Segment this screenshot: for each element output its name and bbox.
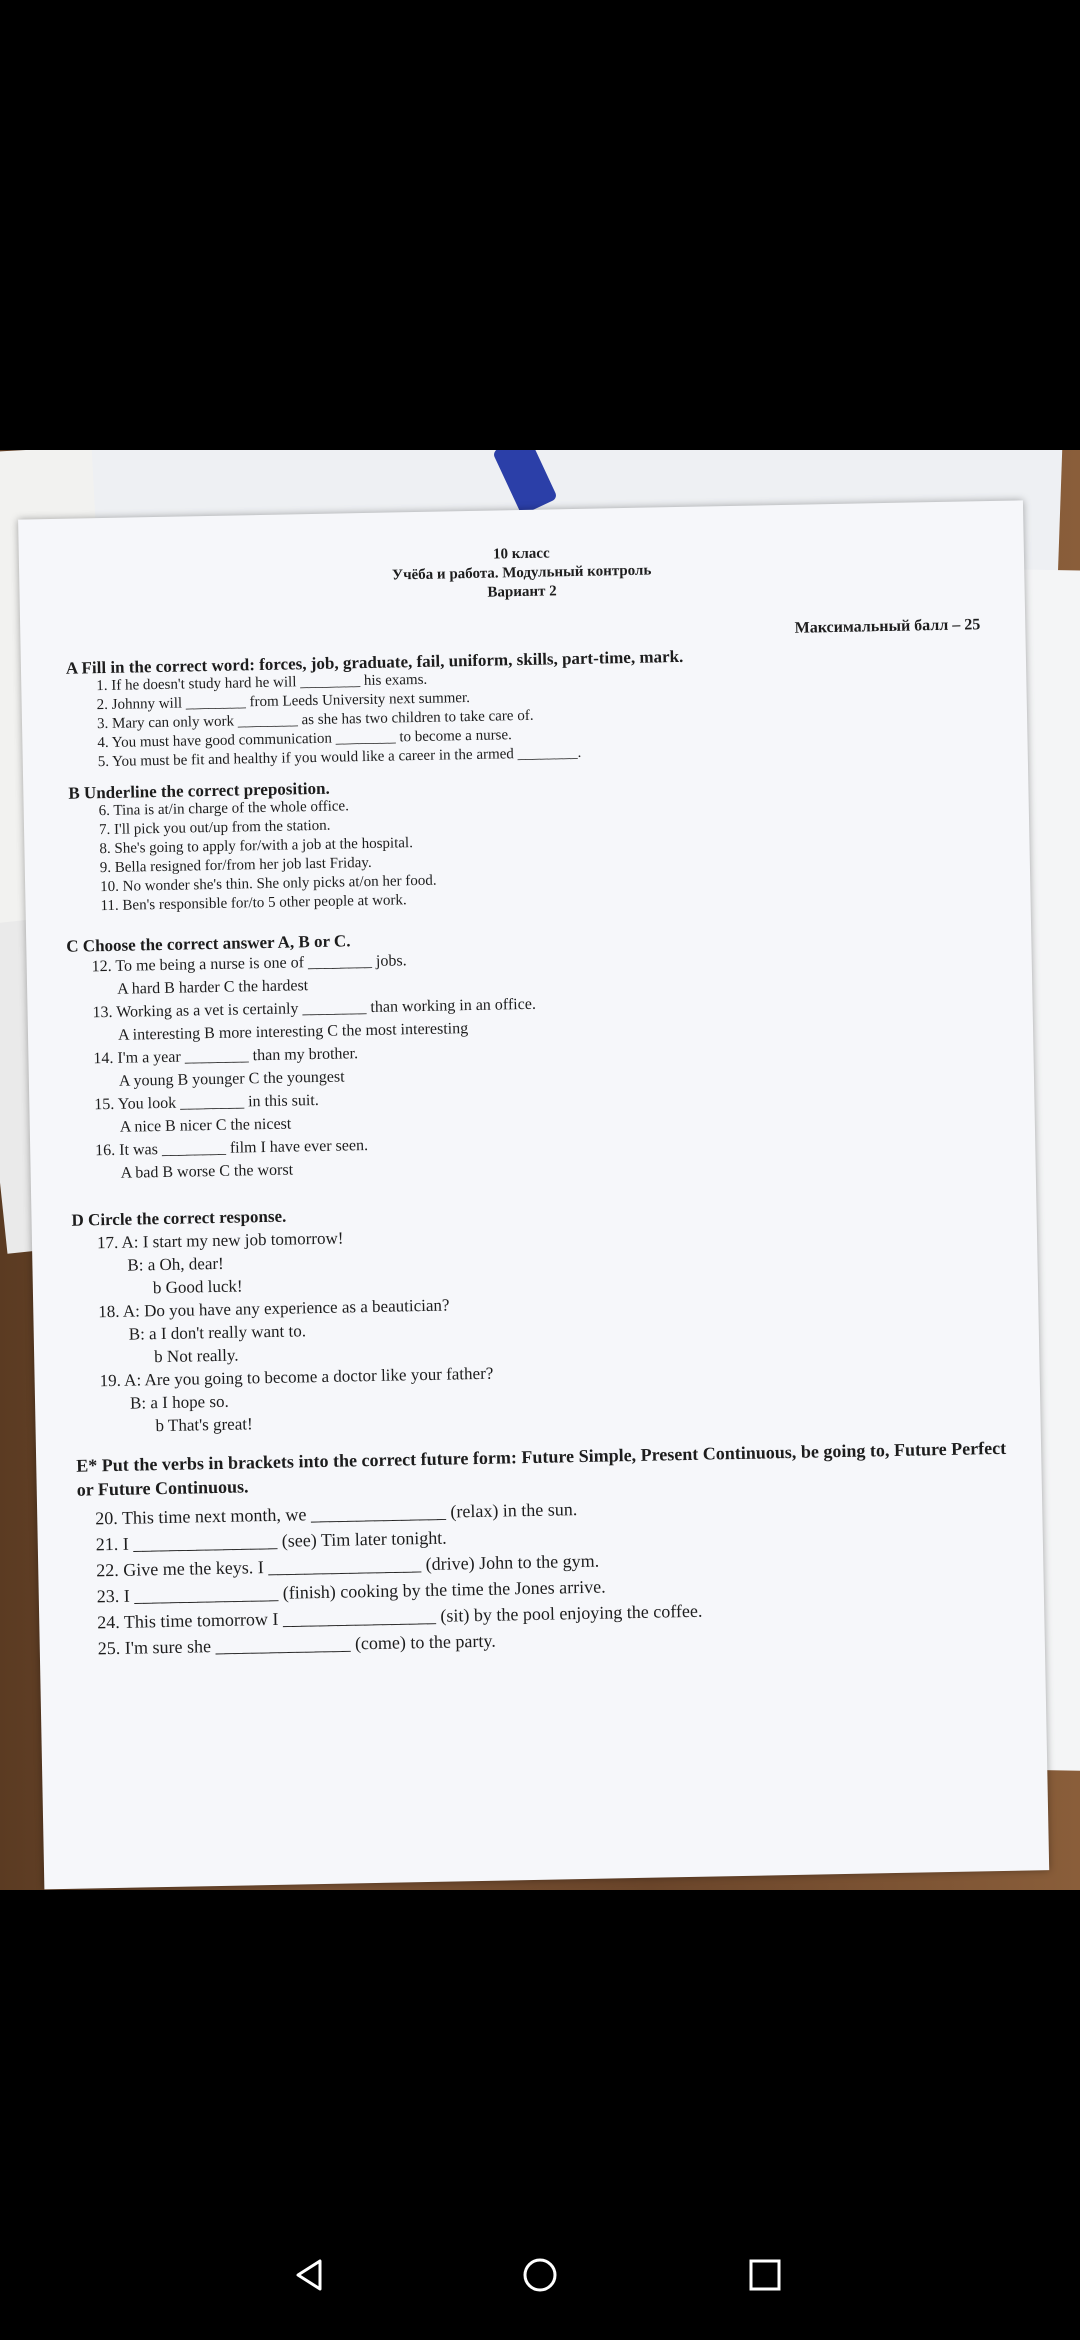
section-e-item: 23. I ________________ (finish) cooking by the time the Jones arrive. bbox=[96, 1576, 606, 1607]
back-triangle-icon[interactable] bbox=[290, 2255, 330, 2295]
section-b-item: 8. She's going to apply for/with a job at the hospital. bbox=[99, 835, 414, 858]
section-b bbox=[68, 777, 437, 917]
section-c-question: 14. I'm a year ________ than my brother. bbox=[93, 1045, 359, 1068]
section-b-item: 9. Bella resigned for/from her job last Friday. bbox=[99, 854, 372, 877]
section-e-title: E* Put the verbs in brackets into the correct future form: Future Simple, Present Continuous, be going to, Future Perfect or Future Continuous. bbox=[76, 1437, 1007, 1500]
section-e-item: 25. I'm sure she _______________ (come) to the party. bbox=[97, 1630, 496, 1659]
home-circle-icon[interactable] bbox=[520, 2255, 560, 2295]
section-e-item: 22. Give me the keys. I _________________ (drive) John to the gym. bbox=[96, 1550, 600, 1581]
grade-label: 10 класс bbox=[492, 545, 550, 563]
section-c-question: 15. You look ________ in this suit. bbox=[94, 1091, 319, 1114]
section-e-item: 24. This time tomorrow I _________________ (sit) by the pool enjoying the coffee. bbox=[97, 1600, 703, 1633]
section-b-item: 6. Tina is at/in charge of the whole office. bbox=[98, 798, 350, 820]
section-a-item: 2. Johnny will ________ from Leeds University next summer. bbox=[96, 690, 471, 714]
section-c-options: A young B younger C the youngest bbox=[118, 1068, 345, 1090]
section-a-title: A Fill in the correct word: forces, job, graduate, fail, uniform, skills, part-time, mark. bbox=[65, 646, 684, 678]
test-sheet bbox=[18, 500, 1049, 1889]
sheet-header bbox=[19, 535, 1025, 611]
section-d bbox=[71, 1201, 494, 1439]
section-c-options: A bad B worse C the worst bbox=[120, 1161, 294, 1182]
section-c bbox=[66, 928, 539, 1186]
sheet-title: Учёба и работа. Модульный контроль bbox=[391, 562, 652, 584]
section-c-title: C Choose the correct answer A, B or C. bbox=[66, 931, 351, 956]
max-score: Максимальный балл – 25 bbox=[794, 616, 981, 637]
section-e bbox=[76, 1436, 1010, 1662]
section-c-question: 13. Working as a vet is certainly ________ than working in an office. bbox=[92, 995, 537, 1022]
section-b-title: B Underline the correct preposition. bbox=[68, 778, 330, 803]
recents-square-icon[interactable] bbox=[745, 2255, 785, 2295]
section-a-item: 4. You must have good communication ________ to become a nurse. bbox=[97, 727, 513, 752]
section-b-item: 10. No wonder she's thin. She only picks at/on her food. bbox=[100, 872, 437, 896]
section-c-options: A interesting B more interesting C the most interesting bbox=[117, 1020, 469, 1044]
android-navigation-bar bbox=[0, 2210, 1080, 2340]
section-d-item: 18. A: Do you have any experience as a beautician? bbox=[98, 1295, 450, 1322]
section-b-item: 7. I'll pick you out/up from the station. bbox=[98, 817, 331, 839]
variant-label: Вариант 2 bbox=[487, 583, 557, 601]
section-d-item: 17. A: I start my new job tomorrow! bbox=[96, 1228, 344, 1253]
section-e-item: 21. I ________________ (see) Tim later tonight. bbox=[95, 1527, 447, 1555]
section-a-item: 5. You must be fit and healthy if you would like a career in the armed ________. bbox=[97, 744, 582, 771]
section-a bbox=[66, 647, 685, 773]
section-c-question: 16. It was ________ film I have ever seen. bbox=[95, 1137, 369, 1160]
section-d-title: D Circle the correct response. bbox=[71, 1206, 287, 1230]
section-d-item: b That's great! bbox=[155, 1414, 253, 1436]
section-a-item: 3. Mary can only work ________ as she has two children to take care of. bbox=[96, 707, 534, 733]
section-e-item: 20. This time next month, we _______________ (relax) in the sun. bbox=[95, 1499, 578, 1529]
section-c-options: A nice B nicer C the nicest bbox=[119, 1115, 292, 1136]
section-a-item: 1. If he doesn't study hard he will ________ his exams. bbox=[96, 671, 428, 695]
photo bbox=[0, 450, 1080, 1890]
section-d-item: B: a I don't really want to. bbox=[128, 1321, 307, 1344]
section-c-question: 12. To me being a nurse is one of ________ jobs. bbox=[91, 952, 407, 976]
section-d-item: B: a Oh, dear! bbox=[127, 1253, 224, 1275]
section-d-item: b Good luck! bbox=[152, 1276, 243, 1298]
section-b-item: 11. Ben's responsible for/to 5 other people at work. bbox=[100, 892, 407, 915]
section-d-item: b Not really. bbox=[154, 1345, 239, 1367]
section-d-item: B: a I hope so. bbox=[129, 1391, 229, 1413]
section-c-options: A hard B harder C the hardest bbox=[116, 977, 309, 998]
section-d-item: 19. A: Are you going to become a doctor like your father? bbox=[99, 1363, 494, 1391]
